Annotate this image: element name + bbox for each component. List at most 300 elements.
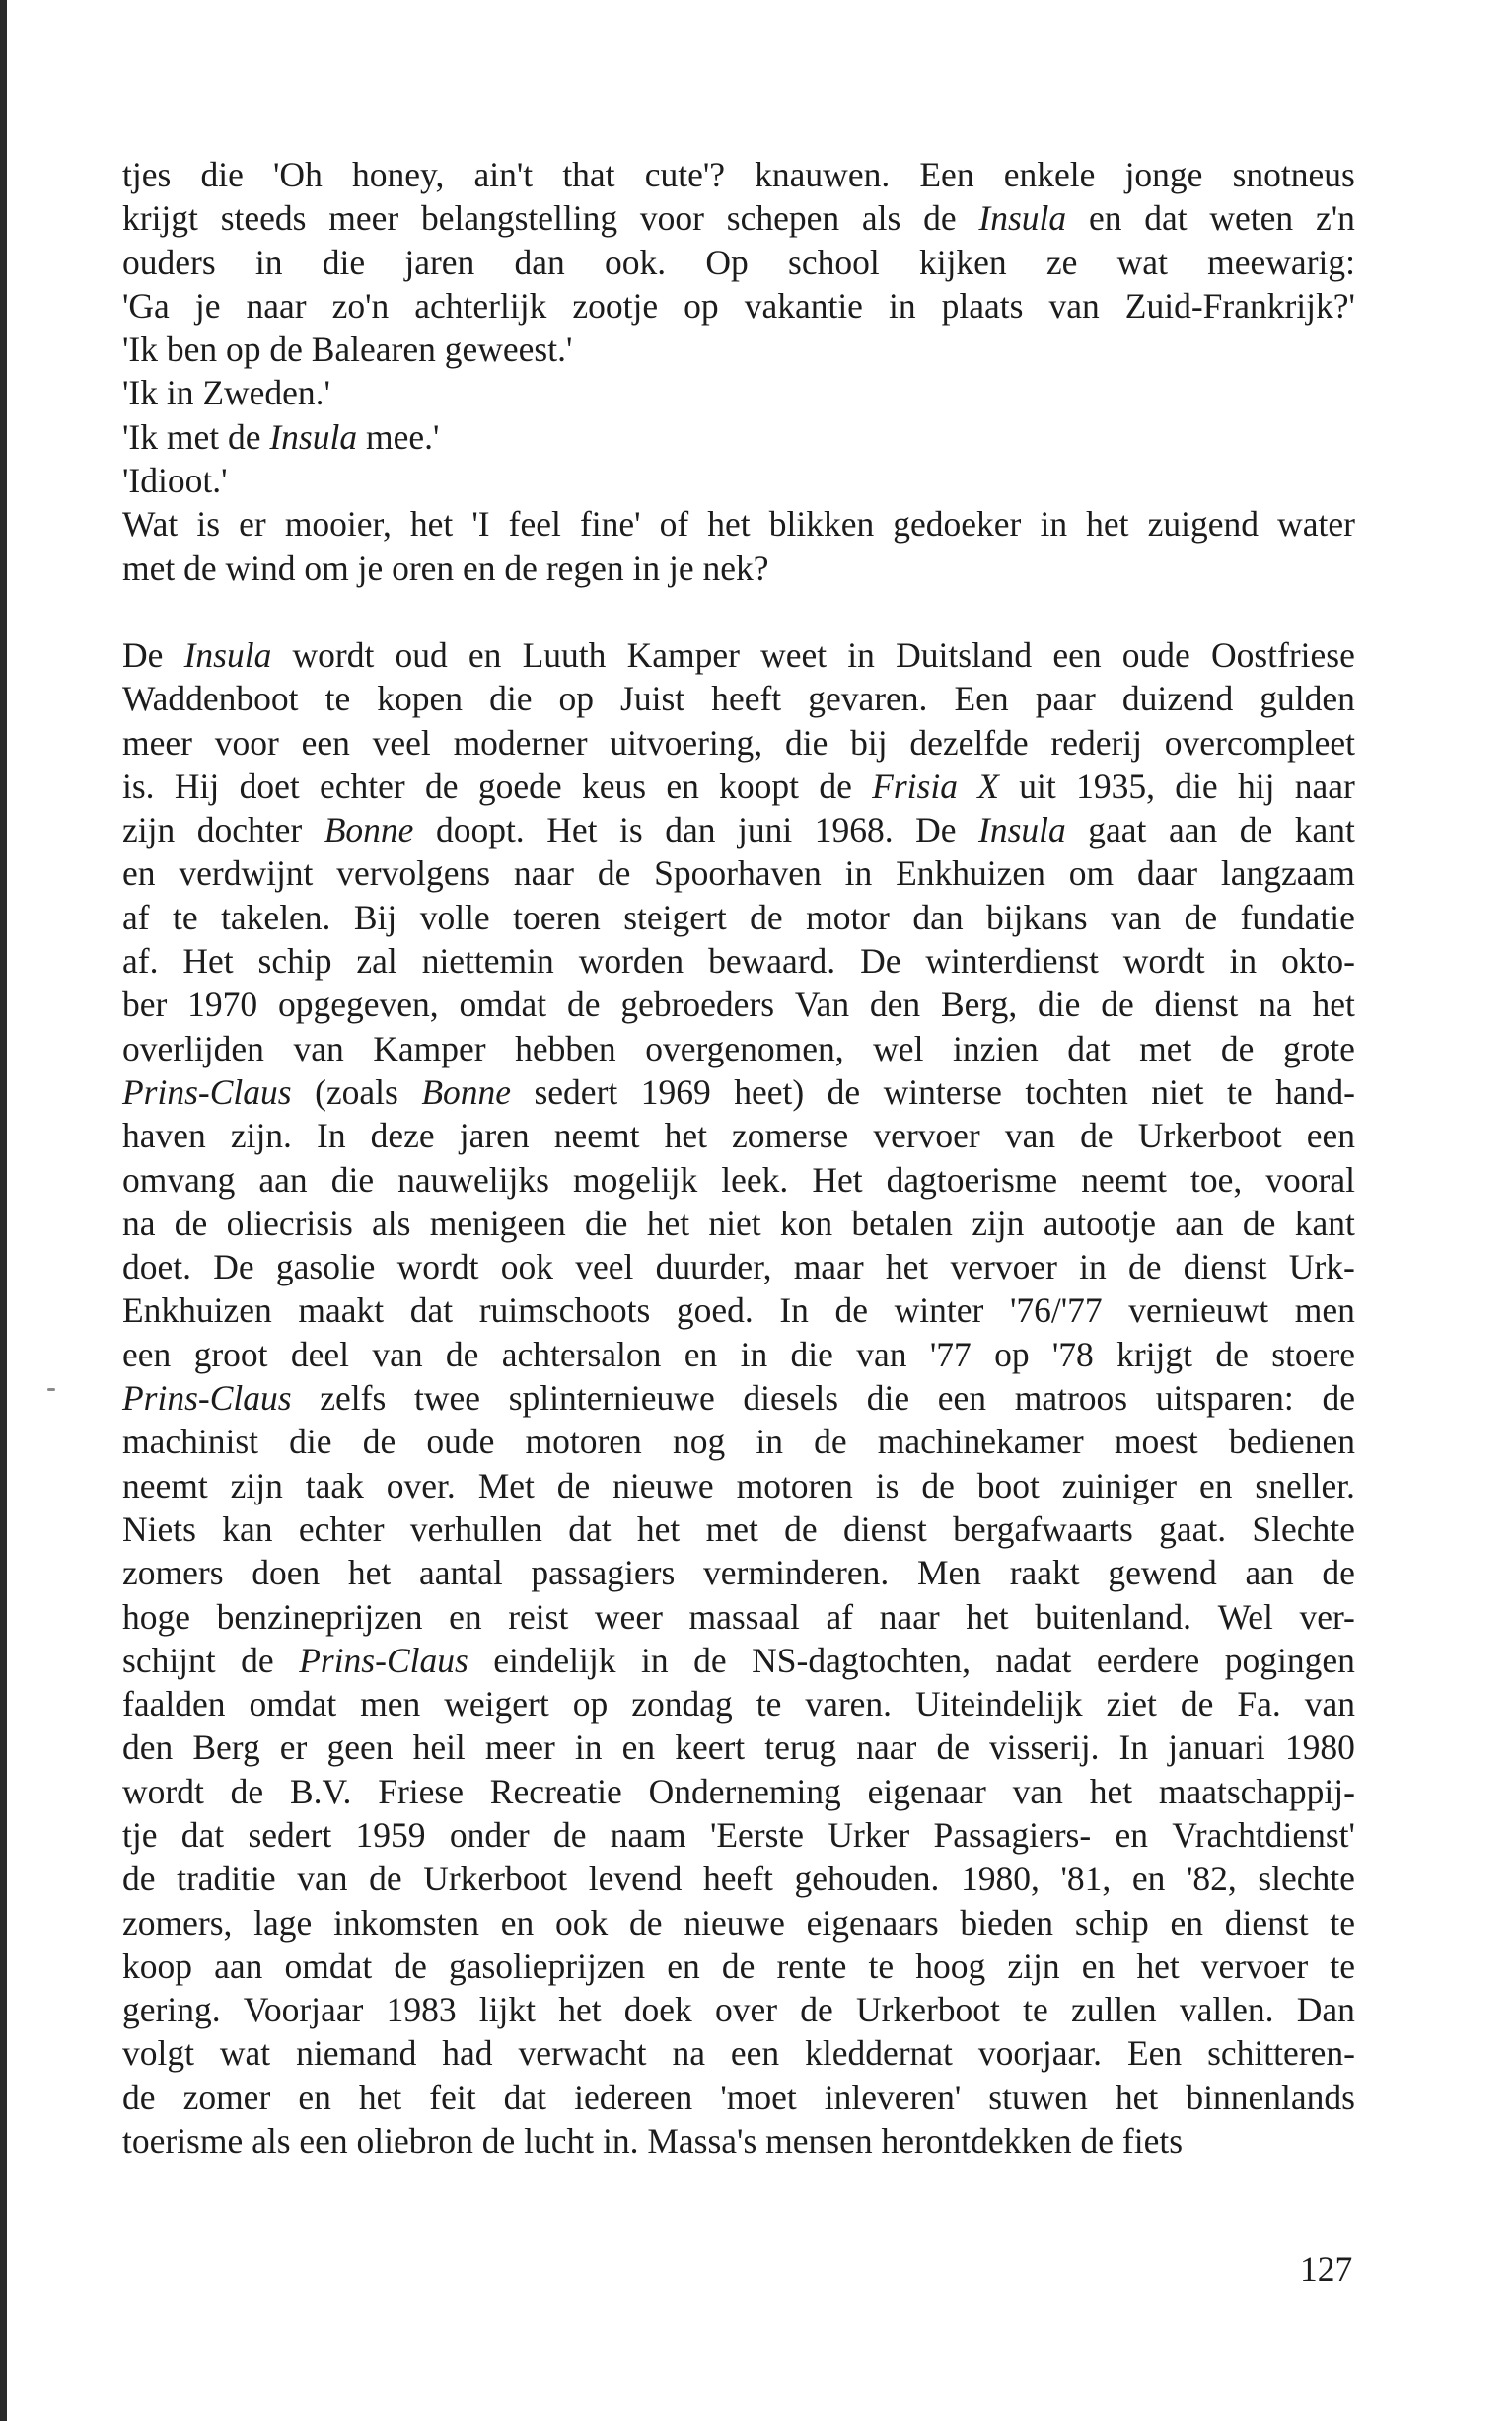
word: en [1088,198,1122,239]
word: neemt [122,1465,208,1505]
text-line: 'Ik met de Insula mee.' [122,416,440,457]
word: januari [1168,1727,1265,1768]
word: veel [372,722,431,763]
word: is [196,504,221,545]
word: Wat [122,504,179,545]
word: omvang [122,1159,236,1200]
word: van [293,1028,344,1068]
word: neemt [553,1116,640,1156]
word: de [1184,897,1218,937]
word: jonge [1124,155,1203,194]
word: Spoorhaven [654,853,822,894]
word: 'Oh [273,155,323,194]
word: overcompleet [1164,722,1355,763]
word: en [1170,1902,1204,1943]
word: 1980 [1284,1727,1355,1768]
word: wat [219,2033,271,2074]
word: tjes [122,155,172,194]
word: school [788,242,880,282]
word: motor [806,897,890,937]
word: van [1110,897,1162,937]
text-line [122,1288,1355,1332]
word: de [1215,1334,1249,1374]
word: zullen [1070,1990,1157,2030]
word: Een [1126,2033,1183,2074]
word: plaats [941,285,1024,326]
text-line [122,502,1355,546]
word: eindelijk [493,1640,616,1680]
word: men [1294,1290,1355,1331]
word: had [442,2033,493,2074]
word: na [672,2033,705,2074]
word: die [1038,985,1081,1025]
word: Wel [1217,1596,1273,1637]
text-line [122,1551,1355,1594]
word: Urkerboot [856,1990,1000,2030]
word: doopt. [435,810,525,850]
word: er [279,1727,308,1768]
word: echter [298,1508,385,1549]
word: op [684,285,719,326]
word: terug [764,1727,837,1768]
word: volle [419,897,490,937]
word: gaat. [1159,1508,1227,1549]
word: dienst [1224,1902,1309,1943]
word: men [360,1684,421,1724]
word: tje [122,1814,158,1855]
word: De [122,634,164,675]
word: nog [672,1422,726,1462]
word: nauwelijks [397,1159,549,1200]
word: zal [356,941,397,982]
word: gulden [1260,679,1355,719]
word: zijn [1007,1945,1060,1986]
word: voor [214,722,279,763]
word: Vrachtdienst' [1172,1814,1355,1855]
word: sedert [534,1071,618,1112]
word: wordt [122,1771,204,1811]
word: de [445,1334,479,1374]
word: voorjaar. [977,2033,1103,2074]
word: om [1068,853,1115,894]
word: Berg [192,1727,260,1768]
paragraph [122,633,1355,2163]
word: een [122,1334,172,1374]
word: deel [290,1334,349,1374]
word: en [500,1902,535,1943]
word: Luuth [522,634,607,675]
word: maakt [298,1290,385,1331]
word: aan [214,1945,263,1986]
word: zijn [230,1465,283,1505]
word: van [856,1334,907,1374]
word: na [122,1203,156,1243]
word: de [394,1945,427,1986]
word: Fa. [1237,1684,1281,1724]
text-line [122,1158,1355,1202]
word: benzineprijzen [216,1596,423,1637]
word: Onderneming [648,1771,841,1811]
word: '82, [1186,1859,1237,1899]
word: that [562,155,615,194]
word: ook [555,1902,609,1943]
word: nieuwe [612,1465,714,1505]
word: de [362,1422,396,1462]
word: uitsparen: [1155,1378,1294,1419]
word: en [1131,1859,1166,1899]
body-text [122,153,1355,2163]
word: winterdienst [925,941,1099,982]
word: sneller. [1255,1465,1355,1505]
word: ziet [1106,1684,1157,1724]
word: langzaam [1220,853,1355,894]
word: het [1086,504,1129,545]
word: dat [180,1814,225,1855]
paragraph-gap [122,590,1355,633]
word: in [844,853,873,894]
word: in [756,1422,783,1462]
word: heet) [734,1071,805,1112]
word: de [552,1814,587,1855]
word: 'I [471,504,490,545]
text-line [122,1682,1355,1725]
word: Hij [174,766,220,806]
word: ze [1045,242,1078,282]
word: winterse [883,1071,1002,1112]
word: met [705,1508,758,1549]
word: gewend [1108,1553,1217,1593]
word: in [574,1727,603,1768]
word: faalden [122,1684,226,1724]
text-line [122,1857,1355,1900]
word: inkomsten [333,1902,479,1943]
word: de [566,985,601,1025]
word: zomers, [122,1902,233,1943]
word: Urk- [1288,1247,1355,1287]
word: eigenaars [806,1902,939,1943]
word: Het [812,1159,863,1200]
word: daar [1136,853,1198,894]
text-line [122,896,1355,939]
word: bijkans [986,897,1088,937]
word: bewaard. [708,941,836,982]
word: Op [705,242,749,282]
word: dan [912,897,964,937]
word: inzien [952,1028,1039,1068]
word: motoren [736,1465,853,1505]
word: van [1048,285,1100,326]
word: ver- [1299,1596,1355,1637]
word: eerdere [1096,1640,1200,1680]
word: twee [414,1378,481,1419]
text-line [122,1813,1355,1857]
word: van [372,1334,423,1374]
word: bieden [960,1902,1054,1943]
word: die [585,1203,628,1243]
word: raakt [1009,1553,1080,1593]
word: het [885,1247,929,1287]
word: vervoer [1200,1945,1309,1986]
word: Slechte [1252,1508,1355,1549]
word: kleddernat [805,2033,953,2074]
word: Niets [122,1508,196,1549]
word: iedereen [574,2077,693,2117]
word: na [1259,985,1292,1025]
text-line [122,1420,1355,1463]
word: Prins-Claus [299,1640,468,1680]
word: zomer [182,2077,271,2117]
word: als [861,198,901,239]
word: Men [916,1553,982,1593]
word: machinist [122,1422,259,1462]
word: Urkerboot [1137,1116,1282,1156]
word: boot [976,1465,1040,1505]
word: het [1136,1945,1180,1986]
word: die [489,679,533,719]
word: weten [1209,198,1294,239]
word: feel [508,504,561,545]
word: hoge [122,1596,191,1637]
word: Friese [378,1771,464,1811]
word: achtersalon [501,1334,662,1374]
word: goed. [676,1290,754,1331]
ink-speck [47,1388,55,1391]
word: de [629,1902,663,1943]
word: nieuwe [684,1902,785,1943]
word: moderner [453,722,588,763]
word: als [372,1203,411,1243]
word: '81, [1060,1859,1112,1899]
word: vallen. [1179,1990,1274,2030]
word: de [1080,1116,1114,1156]
word: niet [708,1203,761,1243]
word: doek [623,1990,692,2030]
word: de [122,2077,156,2117]
word: dat [1144,198,1188,239]
word: van [1012,1771,1063,1811]
word: te [1227,1071,1253,1112]
word: overlijden [122,1028,264,1068]
word: uit [1019,766,1056,806]
word: wordt [292,634,375,675]
word: '77 [929,1334,972,1374]
word: over. [386,1465,456,1505]
word: 1983 [386,1990,457,2030]
word: en [1081,1945,1116,1986]
word: echter [320,766,405,806]
text-line [122,1333,1355,1376]
word: wat [1116,242,1168,282]
text-line [122,1770,1355,1813]
word: groot [193,1334,268,1374]
word: vooral [1265,1159,1355,1200]
text-line [122,808,1355,851]
word: dat [503,2077,547,2117]
word: rente [776,1945,847,1986]
text-line [122,1245,1355,1288]
word: Enkhuizen [122,1290,272,1331]
word: gasolie [275,1247,376,1287]
word: Prins-Claus [122,1071,292,1112]
text-line [122,196,1355,240]
text-line [122,1639,1355,1682]
word: zo'n [331,285,390,326]
word: paar [1035,679,1096,719]
word: Waddenboot [122,679,299,719]
word: dienst [1154,985,1239,1025]
word: stoere [1271,1334,1355,1374]
text-line [122,1070,1355,1114]
word: de [750,897,783,937]
word: Oostfriese [1210,634,1355,675]
word: maatschappij- [1158,1771,1355,1811]
word: diesels [743,1378,839,1419]
word: inleveren' [824,2077,962,2117]
word: vervolgens [336,853,491,894]
word: dagtoerisme [886,1159,1058,1200]
word: vervoer [873,1116,980,1156]
word: Dan [1296,1990,1355,2030]
word: de [923,198,957,239]
word: vernieuwt [1128,1290,1269,1331]
word: Frisia [872,766,958,806]
word: gebroeders [620,985,775,1025]
word: naar [856,1727,917,1768]
word: oud [395,634,448,675]
word: oliecrisis [226,1203,353,1243]
text-line [122,765,1355,808]
word: buitenland. [1035,1596,1191,1637]
word: keert [675,1727,746,1768]
text-line: 'Ik in Zweden.' [122,373,330,413]
word: bij [850,722,888,763]
word: den [122,1727,174,1768]
word: die [866,1378,910,1419]
word: gaat [1088,810,1147,850]
word: in [1040,504,1068,545]
word: meewarig: [1207,242,1355,282]
word: dat [568,1508,612,1549]
word: vervoer [950,1247,1057,1287]
word: Het [546,810,598,850]
word: (zoals [315,1071,398,1112]
text-line [122,284,1355,328]
word: aan [1245,1553,1294,1593]
word: tochten [1025,1071,1128,1112]
word: zijn. [230,1116,292,1156]
word: de [122,1859,156,1899]
word: naam [610,1814,686,1855]
word: leek. [721,1159,789,1200]
word: meer [328,198,399,239]
word: en [468,634,502,675]
word: nadat [995,1640,1072,1680]
word: het [1089,1771,1133,1811]
word: die [289,1422,332,1462]
word: 'moet [720,2077,797,2117]
word: de [1128,1247,1162,1287]
word: Prins-Claus [122,1378,292,1419]
word: van [1304,1684,1355,1724]
word: veel [575,1247,634,1287]
scan-edge [0,0,7,2421]
word: de [1239,810,1273,850]
word: de [1180,1684,1214,1724]
word: het [664,1116,707,1156]
word: te [173,897,198,937]
word: Urker [828,1814,910,1855]
word: Een [919,155,974,194]
word: het [646,1203,690,1243]
word: In [317,1116,346,1156]
word: zuiniger [1061,1465,1178,1505]
word: zootje [572,285,659,326]
word: en [449,1596,482,1637]
word: Enkhuizen [896,853,1045,894]
word: gehouden. [794,1859,940,1899]
word: gering. [122,1990,221,2030]
word: meer [484,1727,555,1768]
word: het [409,504,454,545]
word: de [721,1945,756,1986]
word: binnenlands [1186,2077,1355,2117]
word: de [800,1990,833,2030]
word: fine' [579,504,641,545]
word: opgegeven, [277,985,439,1025]
word: enkele [1003,155,1096,194]
text-line [122,1376,1355,1420]
word: zijn [972,1203,1025,1243]
word: z'n [1315,198,1355,239]
word: Juist [620,679,685,719]
word: mooier, [284,504,392,545]
word: je [194,285,221,326]
word: betalen [851,1203,953,1243]
word: aan [1175,1203,1224,1243]
word: de [819,766,852,806]
word: is [618,810,643,850]
word: aan [258,1159,308,1200]
text-line [122,2076,1355,2119]
text-line [122,1027,1355,1070]
word: '76/'77 [1009,1290,1103,1331]
word: Insula [183,634,272,675]
word: 'Ga [122,285,170,326]
word: het [558,1990,602,2030]
word: ruimschoots [478,1290,651,1331]
word: wordt [1122,941,1205,982]
word: verhullen [409,1508,542,1549]
word: deze [370,1116,435,1156]
word: '78 [1051,1334,1094,1374]
word: ook [500,1247,553,1287]
word: te [1330,1945,1355,1986]
word: In [1118,1727,1149,1768]
word: feit [429,2077,476,2117]
word: die [200,155,244,194]
text-line [122,1507,1355,1551]
word: honey, [352,155,445,194]
word: zelfs [320,1378,387,1419]
word: omdat [459,985,547,1025]
word: te [756,1684,782,1724]
word: B.V. [289,1771,352,1811]
word: kan [222,1508,273,1549]
word: koop [122,1945,192,1986]
word: en [122,853,156,894]
word: ook. [605,242,667,282]
word: koopt [719,766,800,806]
